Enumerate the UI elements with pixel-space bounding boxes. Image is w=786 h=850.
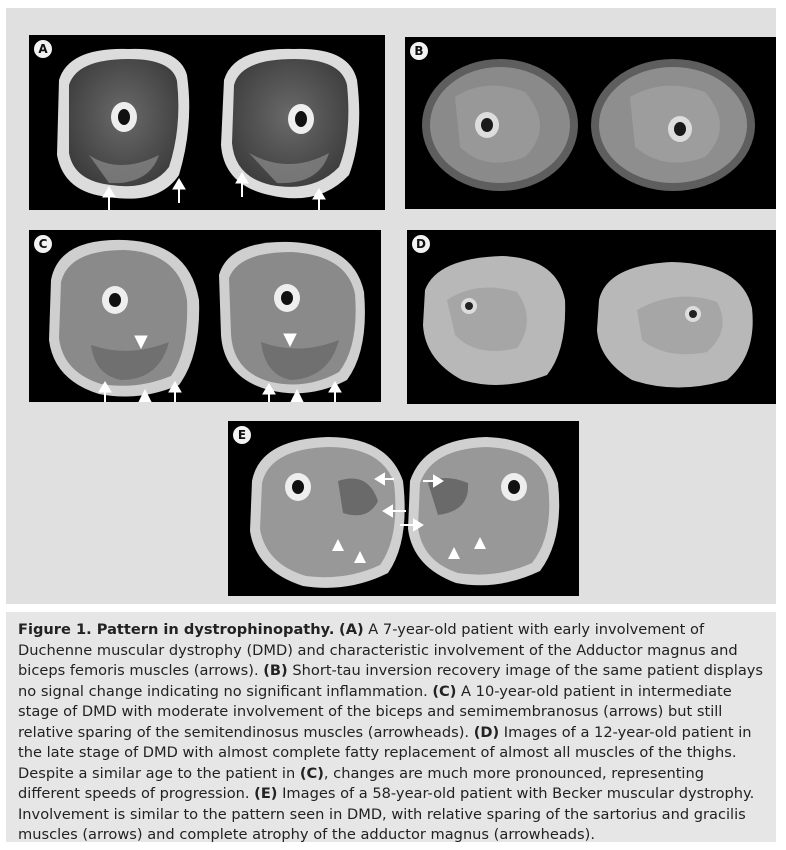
caption-text-d: Images of a 12-year-old patient in the late stage of DMD with almost complete fatty replacement of almost all muscles of the thighs. Despite a similar age to the patient in bbox=[18, 723, 752, 782]
caption-label-d: (D) bbox=[473, 723, 500, 741]
panel-label-a: A bbox=[34, 40, 52, 58]
caption-text-e: Images of a 58-year-old patient with Becker muscular dystrophy. Involvement is similar to the pattern seen in DMD, with relative sparing of the sartorius and gracilis muscles (arrows) and complete atrophy of the adductor magnus (arrowheads). bbox=[18, 785, 755, 843]
caption-label-b: (B) bbox=[263, 662, 288, 679]
panel-label-d: D bbox=[412, 235, 430, 253]
mri-image-d bbox=[407, 230, 776, 404]
caption-text-b: Short-tau inversion recovery image of the same patient displays no signal change indicating no significant inflammation. bbox=[18, 662, 764, 700]
mri-image-c bbox=[29, 230, 381, 402]
caption-title: Figure 1. Pattern in dystrophinopathy. bbox=[18, 621, 335, 638]
panel-label-c: C bbox=[34, 235, 52, 253]
caption-label-c: (C) bbox=[432, 682, 457, 700]
panel-d bbox=[407, 230, 776, 404]
caption-ref-c: (C) bbox=[299, 764, 324, 782]
caption-text-a: A 7-year-old patient with early involvement of Duchenne muscular dystrophy (DMD) and characteristic involvement of the Adductor magnus and biceps femoris muscles (arrows). bbox=[18, 621, 738, 679]
panel-e bbox=[228, 421, 579, 596]
figure-caption bbox=[6, 612, 776, 842]
figure-area bbox=[6, 8, 776, 604]
panel-c bbox=[29, 230, 381, 402]
caption-label-e: (E) bbox=[254, 785, 278, 802]
panel-label-e: E bbox=[233, 426, 251, 444]
panel-a bbox=[29, 35, 385, 210]
mri-image-a bbox=[29, 35, 385, 210]
caption-text-c: A 10-year-old patient in intermediate stage of DMD with moderate involvement of the biceps and semimembranosus (arrows) but still relative sparing of the semitendinosus muscles (arrowheads). bbox=[18, 682, 732, 741]
panel-b bbox=[405, 37, 776, 209]
mri-image-e bbox=[228, 421, 579, 596]
panel-label-b: B bbox=[410, 42, 428, 60]
mri-image-b bbox=[405, 37, 776, 209]
caption-label-a: (A) bbox=[339, 621, 364, 638]
caption-text-d2: , changes are much more pronounced, representing different speeds of progression. bbox=[18, 764, 704, 802]
